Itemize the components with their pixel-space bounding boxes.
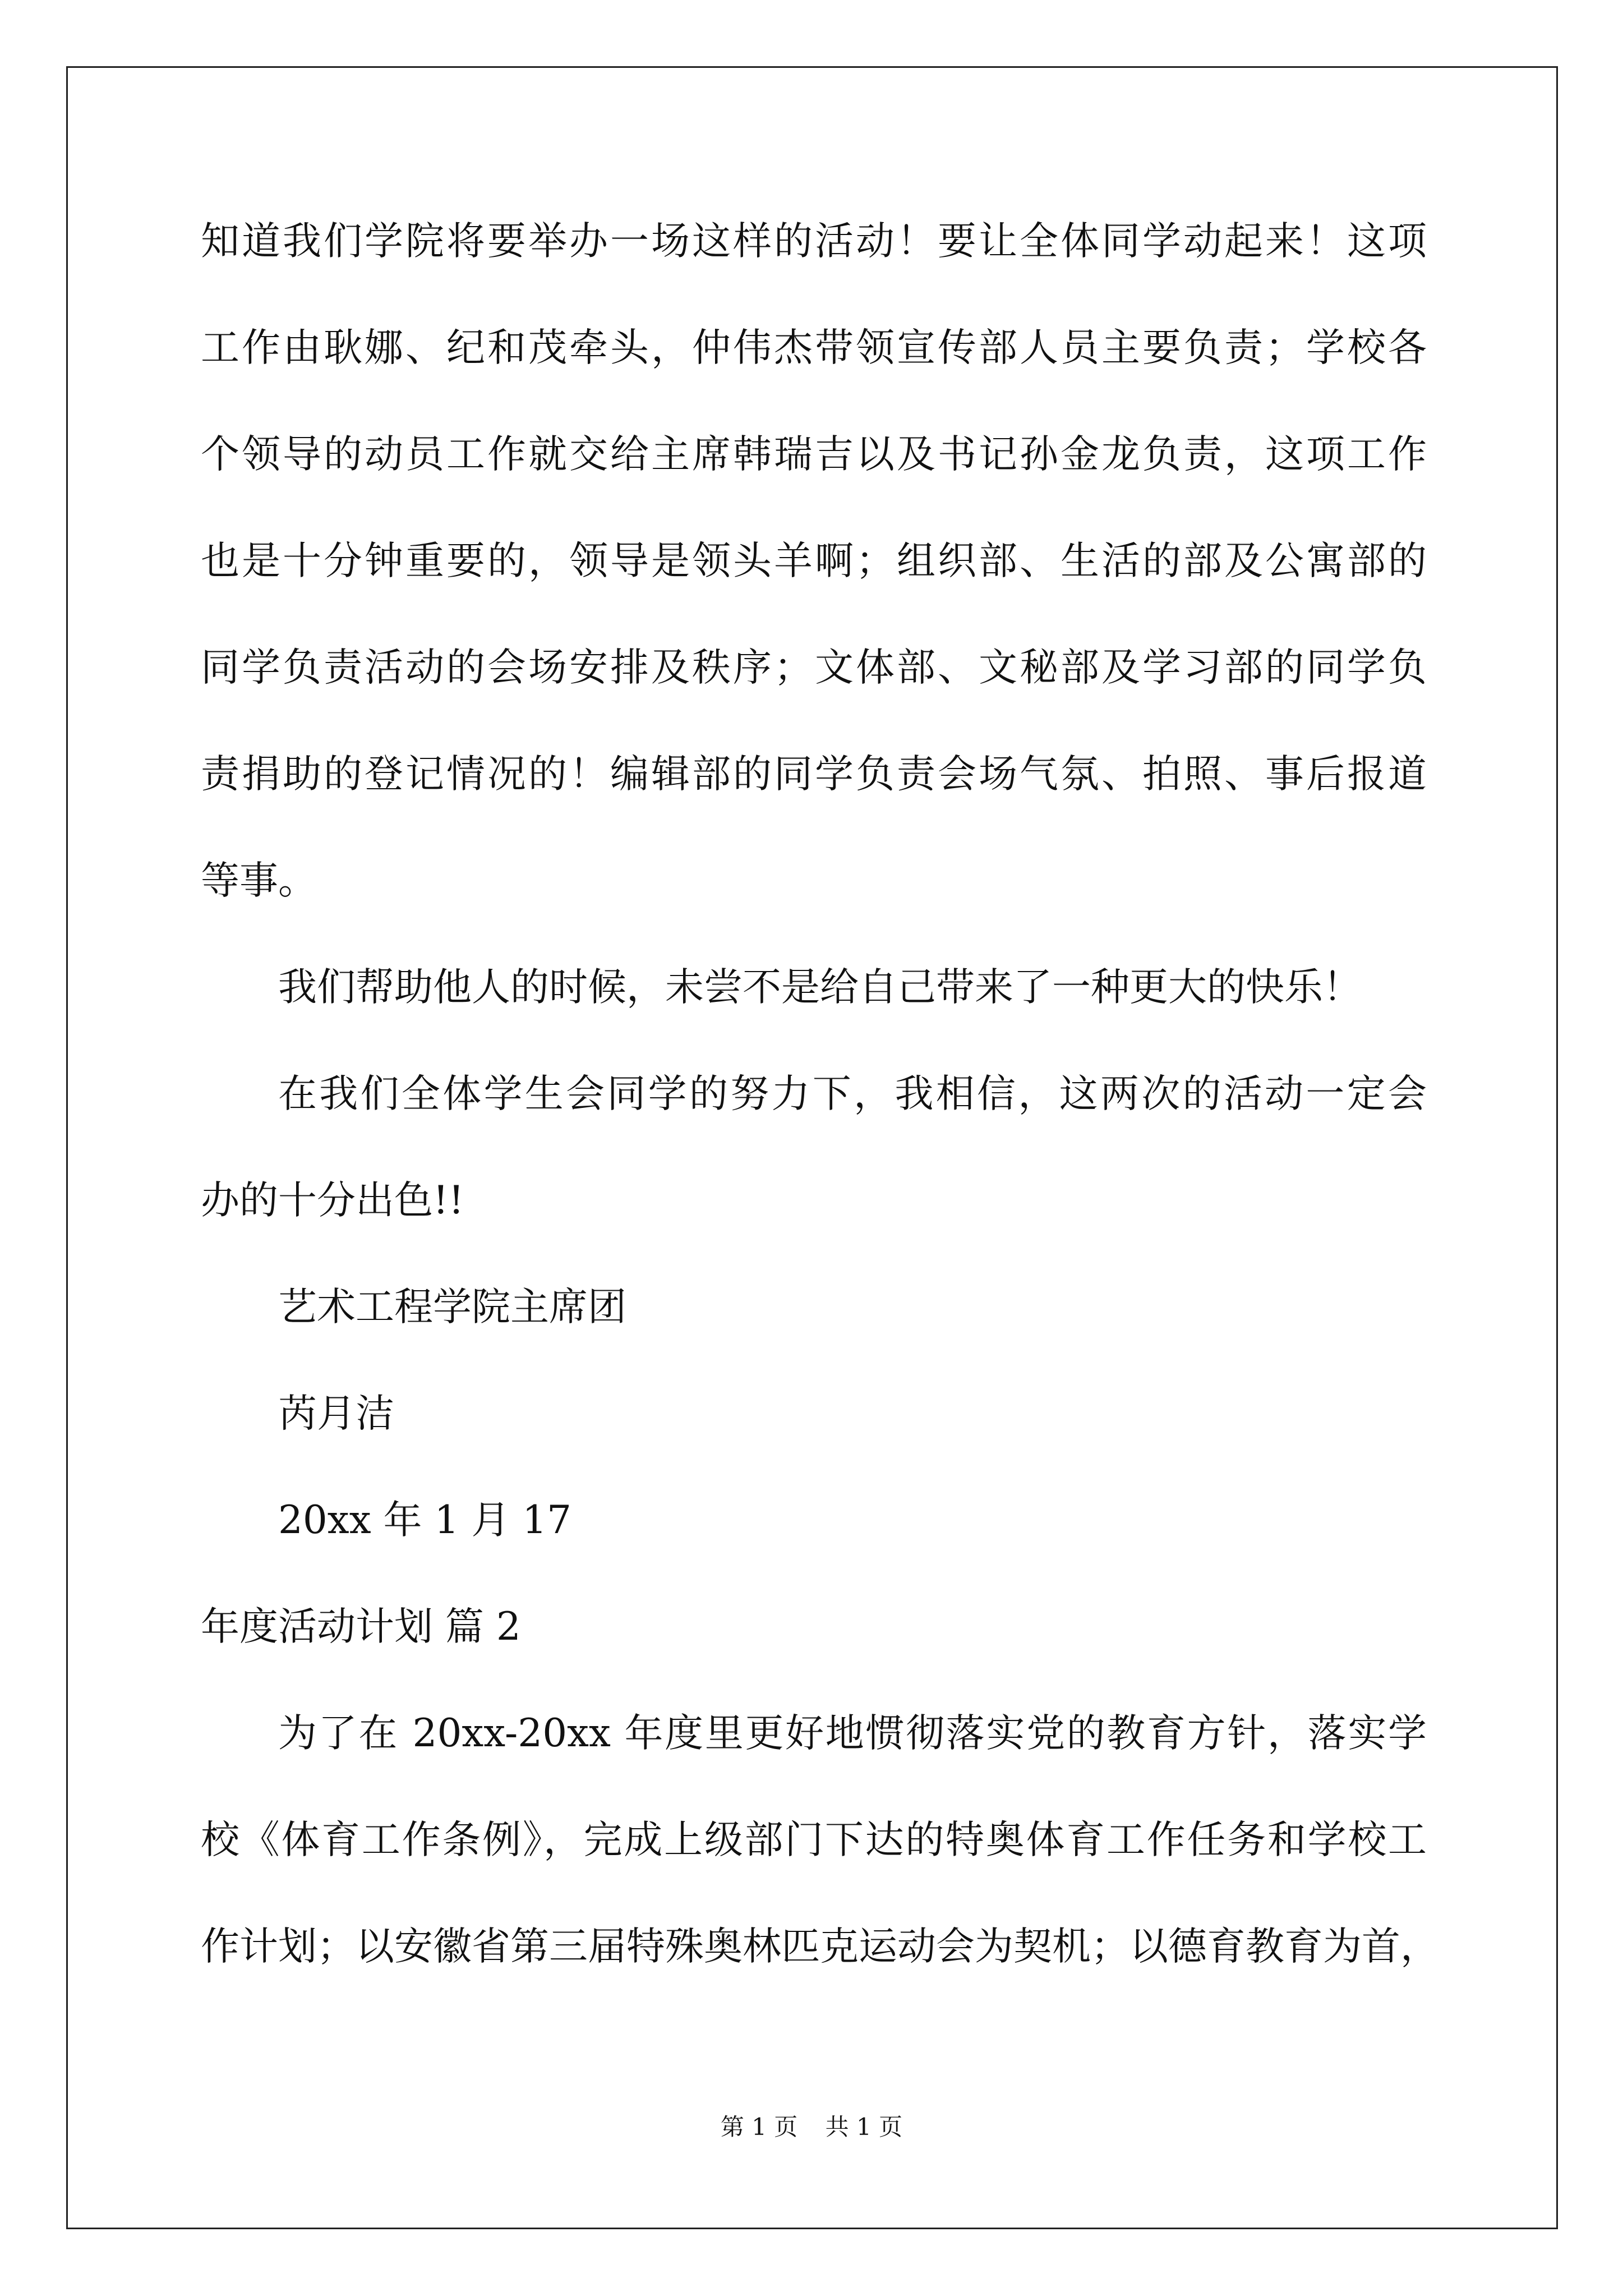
- page-footer: [0, 2110, 1623, 2144]
- signature-name: 芮月洁: [278, 1391, 394, 1436]
- page-number: 第 1 页: [720, 2113, 798, 2141]
- signature-org: 艺术工程学院主席团: [278, 1285, 626, 1329]
- signature-date: 20xx 年 1 月 17: [278, 1498, 572, 1543]
- text-line: 工作由耿娜、纪和茂牵头，仲伟杰带领宣传部人员主要负责；学校各: [201, 325, 1427, 370]
- paragraph-line: 我们帮助他人的时候，未尝不是给自己带来了一种更大的快乐！: [278, 965, 1362, 1010]
- text-line: 也是十分钟重要的，领导是领头羊啊；组织部、生活的部及公寓部的: [201, 539, 1427, 583]
- page-border: [66, 66, 1558, 2229]
- page-total: 共 1 页: [825, 2113, 903, 2141]
- text-line: 作计划；以安徽省第三届特殊奥林匹克运动会为契机；以德育教育为首，: [201, 1924, 1439, 1969]
- paragraph-line: 在我们全体学生会同学的努力下，我相信，这两次的活动一定会: [278, 1071, 1427, 1116]
- text-line: 办的十分出色!!: [201, 1178, 464, 1223]
- text-line: 校《体育工作条例》，完成上级部门下达的特奥体育工作任务和学校工: [201, 1818, 1427, 1862]
- text-line: 个领导的动员工作就交给主席韩瑞吉以及书记孙金龙负责，这项工作: [201, 432, 1427, 477]
- text-line: 同学负责活动的会场安排及秩序；文体部、文秘部及学习部的同学负: [201, 645, 1427, 690]
- section-heading: 年度活动计划 篇 2: [201, 1604, 521, 1649]
- text-line: 责捐助的登记情况的！编辑部的同学负责会场气氛、拍照、事后报道: [201, 752, 1427, 797]
- text-line: 等事。: [201, 858, 317, 903]
- text-line: 知道我们学院将要举办一场这样的活动！要让全体同学动起来！这项: [201, 219, 1427, 264]
- paragraph-line: 为了在 20xx-20xx 年度里更好地惯彻落实党的教育方针，落实学: [278, 1711, 1427, 1756]
